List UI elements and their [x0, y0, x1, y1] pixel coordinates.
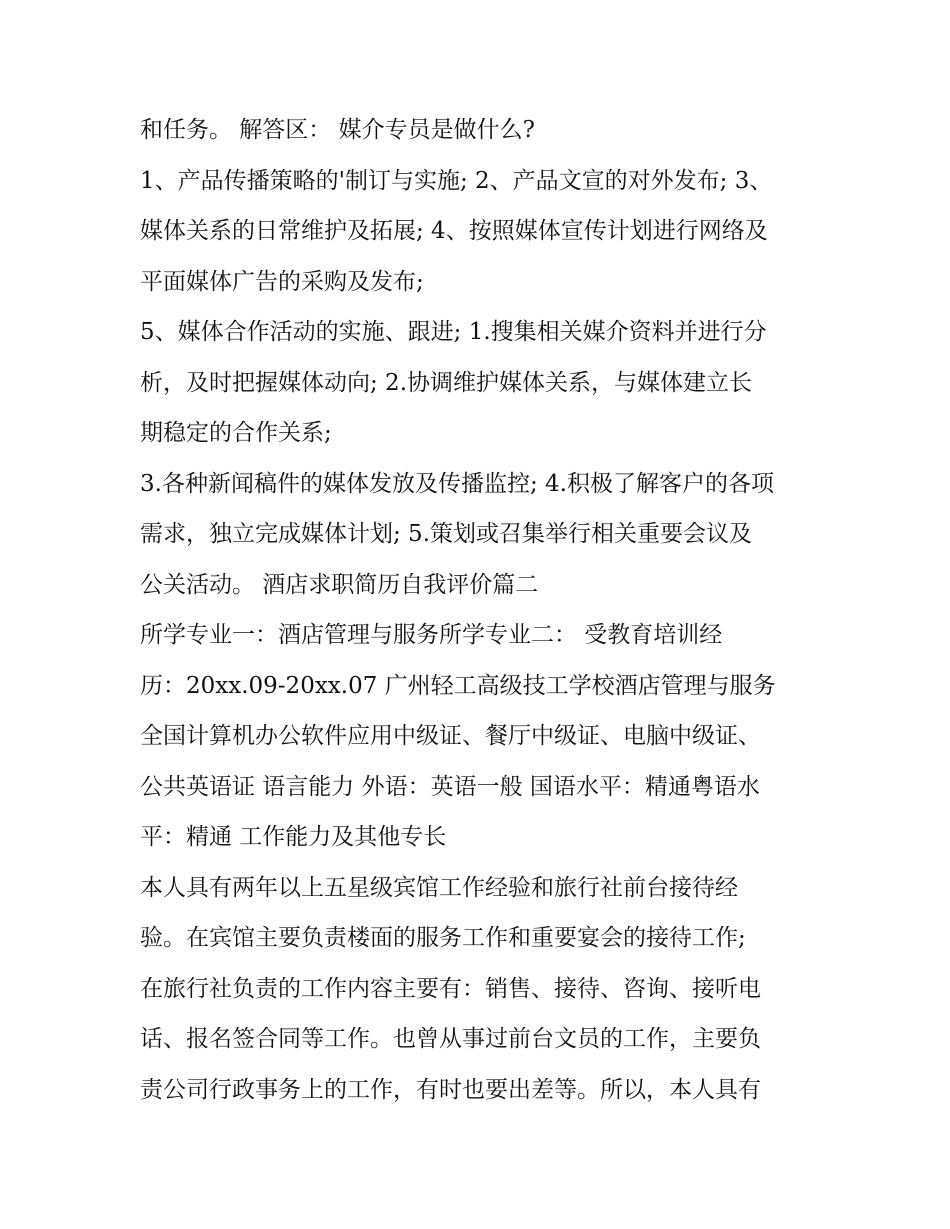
text-line: 历：20xx.09-20xx.07 广州轻工高级技工学校酒店管理与服务 — [140, 672, 776, 699]
text-line: 3.各种新闻稿件的媒体发放及传播监控; 4.积极了解客户的各项 — [140, 470, 774, 497]
text-line: 1、产品传播策略的'制订与实施; 2、产品文宣的对外发布; 3、 — [140, 167, 773, 194]
text-line: 公关活动。 酒店求职简历自我评价篇二 — [140, 571, 539, 598]
text-line: 在旅行社负责的工作内容主要有：销售、接待、咨询、接听电 — [140, 975, 761, 1002]
document-body — [140, 110, 840, 1120]
text-line: 析，及时把握媒体动向; 2.协调维护媒体关系，与媒体建立长 — [140, 369, 753, 396]
text-line: 5、媒体合作活动的实施、跟进; 1.搜集相关媒介资料并进行分 — [140, 319, 767, 345]
text-line: 验。在宾馆主要负责楼面的服务工作和重要宴会的接待工作; — [140, 925, 746, 951]
text-line: 责公司行政事务上的工作，有时也要出差等。所以，本人具有 — [140, 1076, 761, 1103]
text-line: 平：精通 工作能力及其他专长 — [140, 824, 447, 850]
text-line: 本人具有两年以上五星级宾馆工作经验和旅行社前台接待经 — [140, 874, 738, 901]
text-line: 需求，独立完成媒体计划; 5.策划或召集举行相关重要会议及 — [140, 521, 753, 547]
text-line: 和任务。 解答区： 媒介专员是做什么? — [140, 117, 535, 143]
text-line: 全国计算机办公软件应用中级证、餐厅中级证、电脑中级证、 — [140, 723, 761, 749]
text-line: 媒体关系的日常维护及拓展; 4、按照媒体宣传计划进行网络及 — [140, 218, 768, 244]
text-line: 话、报名签合同等工作。也曾从事过前台文员的工作，主要负 — [140, 1026, 761, 1052]
text-line: 所学专业一：酒店管理与服务所学专业二： 受教育培训经 — [140, 622, 723, 648]
text-line: 公共英语证 语言能力 外语：英语一般 国语水平：精通粤语水 — [140, 773, 760, 800]
text-line: 平面媒体广告的采购及发布; — [140, 268, 424, 295]
text-line: 期稳定的合作关系; — [140, 420, 332, 446]
